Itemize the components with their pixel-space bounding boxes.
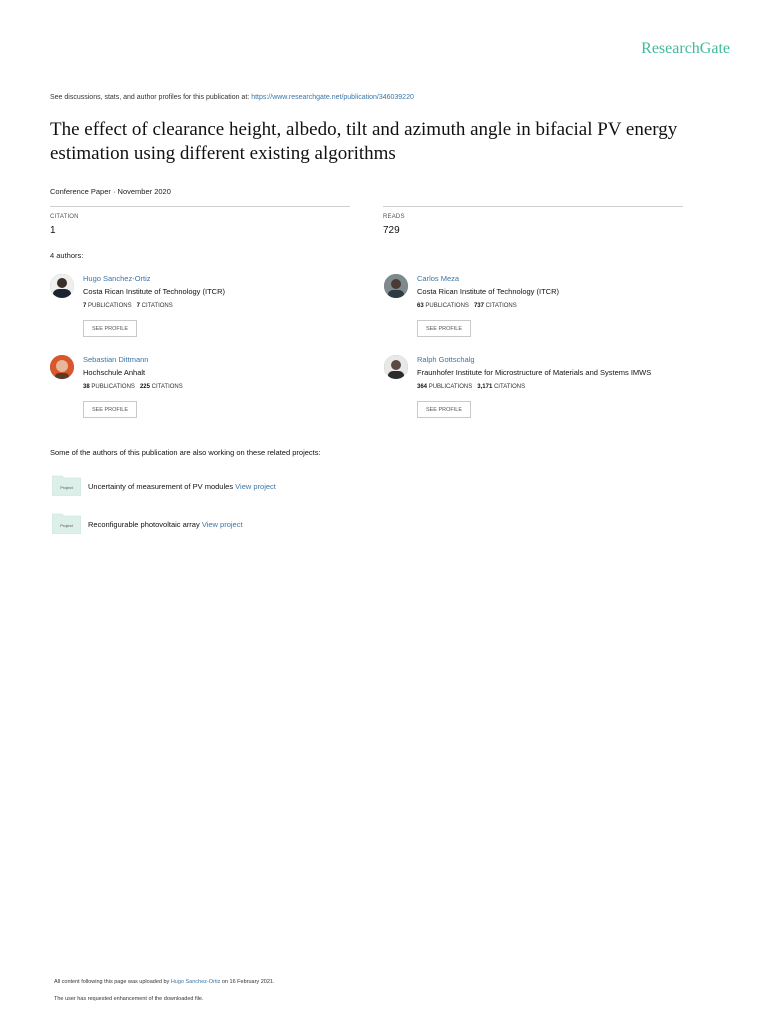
upload-prefix: All content following this page was uploaded by [54,979,170,985]
view-project-link[interactable]: View project [201,520,243,529]
view-project-link[interactable]: View project [235,482,276,491]
author-institution[interactable]: Hochschule Anhalt [83,368,146,377]
author-name[interactable]: Hugo Sanchez-Ortiz [83,274,151,283]
citations-count: 3,171 [477,384,493,390]
publications-count: 364 [417,384,428,390]
citation-label: CITATION [50,214,79,220]
author-name[interactable]: Sebastian Dittmann [83,355,149,364]
publication-link[interactable]: https://www.researchgate.net/publication/346039220 [251,94,414,101]
enhancement-note: The user has requested enhancement of the downloaded file. [54,996,204,1002]
see-profile-button[interactable]: SEE PROFILE [83,401,137,418]
researchgate-logo[interactable]: ResearchGate [641,40,730,57]
discussion-text: See discussions, stats, and author profiles for this publication at: [50,94,250,101]
reads-label: READS [383,214,405,220]
related-projects-header: Some of the authors of this publication are also working on these related projects: [50,448,321,457]
folder-icon [52,512,81,532]
citations-label: CITATIONS [493,384,526,390]
citations-label: CITATIONS [141,303,173,309]
publications-label: PUBLICATIONS [428,384,473,390]
citations-count: 737 [473,303,484,309]
publications-count: 63 [417,303,424,309]
project-title: Uncertainty of measurement of PV modules [88,482,234,491]
uploader-link[interactable]: Hugo Sanchez-Ortiz [170,979,221,985]
publication-meta: Conference Paper · November 2020 [50,187,171,196]
project-description [88,482,276,491]
citations-count: 7 [136,303,140,309]
folder-icon [52,474,81,494]
author-name[interactable]: Carlos Meza [417,274,460,283]
publications-label: PUBLICATIONS [91,384,135,390]
see-profile-button[interactable]: SEE PROFILE [417,401,471,418]
discussion-line [50,94,414,101]
paper-title: The effect of clearance height, albedo, tilt and azimuth angle in bifacial PV energy estimation using different existing algorithms [50,119,678,164]
project-item [52,512,552,538]
author-card [384,355,704,425]
citations-label: CITATIONS [485,303,517,309]
publications-label: PUBLICATIONS [425,303,469,309]
authors-header: 4 authors: [50,251,84,260]
citations-count: 225 [139,384,150,390]
author-institution[interactable]: Costa Rican Institute of Technology (ITCR) [417,287,560,296]
author-card [50,355,370,425]
author-card [50,274,370,344]
see-profile-button[interactable]: SEE PROFILE [417,320,471,337]
author-institution[interactable]: Fraunhofer Institute for Microstructure of Materials and Systems IMWS [417,368,652,377]
author-stats [83,303,173,309]
author-card [384,274,704,344]
avatar[interactable] [50,274,74,298]
folder-label: Project [60,485,73,490]
see-profile-button[interactable]: SEE PROFILE [83,320,137,337]
avatar[interactable] [384,355,408,379]
avatar[interactable] [384,274,408,298]
project-title: Reconfigurable photovoltaic array [88,520,200,529]
avatar[interactable] [50,355,74,379]
publications-label: PUBLICATIONS [88,303,132,309]
upload-note [54,979,274,985]
author-stats [83,384,183,390]
citations-label: CITATIONS [151,384,183,390]
divider [383,206,683,207]
publications-count: 38 [83,384,90,390]
project-description [88,520,243,529]
author-institution[interactable]: Costa Rican Institute of Technology (ITCR) [83,287,226,296]
citation-count: 1 [50,225,56,236]
divider [50,206,350,207]
folder-label: Project [60,523,73,528]
publications-count: 7 [83,303,87,309]
upload-suffix: on 16 February 2021. [221,979,275,985]
author-name[interactable]: Ralph Gottschalg [417,355,475,364]
project-item [52,474,552,500]
author-stats [417,384,525,390]
reads-count: 729 [383,225,400,236]
author-stats [417,303,517,309]
